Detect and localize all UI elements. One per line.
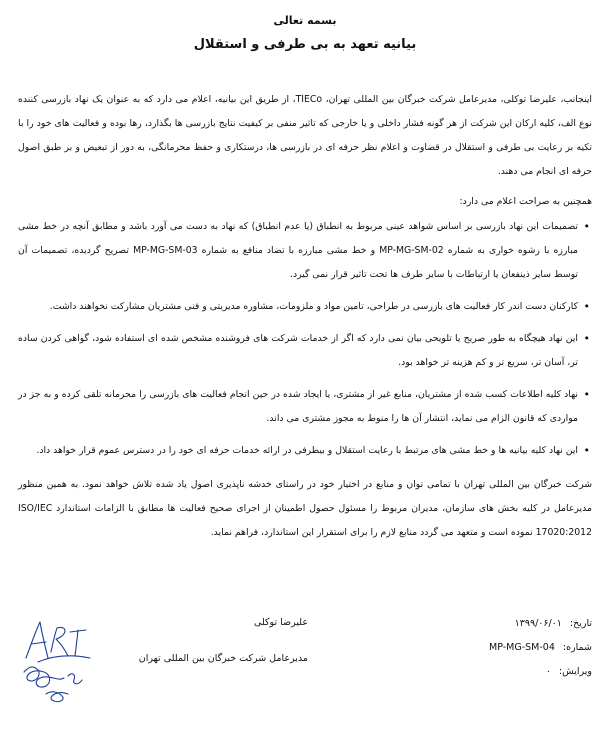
signer-block — [108, 612, 308, 664]
date-label: تاریخ: — [569, 618, 592, 629]
revision-row — [422, 660, 592, 684]
page-title: بیانیه تعهد به بی طرفی و استقلال — [193, 37, 417, 52]
revision-label: ویرایش: — [558, 666, 592, 677]
handwritten-signature — [18, 612, 108, 707]
date-row — [422, 612, 592, 636]
closing-paragraph: شرکت خبرگان بین المللی تهران با تمامی توان و منابع در اختیار خود در راستای خدشه ناپذیری اصول یاد شده تلاش خواهد نمود. به همین منظور مدیرعامل در کلیه بخش های سازمان، مدیران مربوط را مسئول حصول اطمینان از اجرای صحیح فعالیت ها مطابق با الزامات استاندارد ISO/IEC 17020:2012 نموده است و متعهد می گردد منابع لازم را برای استقرار این استاندارد، فراهم نماید. — [18, 479, 592, 539]
document-footer — [18, 612, 592, 730]
signer-role: مدیرعامل شرکت خبرگان بین المللی تهران — [138, 653, 308, 664]
commitment-item: • تصمیمات این نهاد بازرسی بر اساس شواهد عینی مربوط به انطباق (یا عدم انطباق) که نهاد به دست می آورد باشد و مطابق آنچه در خط مشی مبارزه با رشوه خواری به شماره MP-MG-SM-02 و خط مشی مبارزه با تضاد منافع به شماره MP-MG-SM-03 تصریح گردیده، تصمیمات آن توسط سایر ذینفعان یا ارتباطات با سایر طرف ها تحت تاثیر قرار نمی گیرد. — [18, 215, 578, 287]
revision-value: ۰ — [545, 666, 551, 677]
commitments-list — [18, 215, 592, 463]
number-row — [422, 636, 592, 660]
number-value: MP-MG-SM-04 — [489, 642, 555, 653]
document-meta — [422, 612, 592, 684]
lead-sentence: همچنین به صراحت اعلام می دارد: — [459, 196, 592, 208]
commitment-item: • این نهاد هیچگاه به طور صریح یا تلویحی بیان نمی دارد که اگر از خدمات شرکت های فروشنده مشخص شده ای استفاده شود، گواهی کردن ساده تر، آسان تر، سریع تر و کم هزینه تر خواهد بود. — [18, 327, 578, 375]
commitment-item: • این نهاد کلیه بیانیه ها و خط مشی های مرتبط با رعایت استقلال و بیطرفی در ارائه خدمات حرفه ای خود را در دسترس عموم قرار خواهد داد. — [18, 439, 578, 463]
basmala: بسمه تعالی — [273, 14, 337, 27]
number-label: شماره: — [562, 642, 592, 653]
commitment-item: • نهاد کلیه اطلاعات کسب شده از مشتریان، منابع غیر از مشتری، یا ایجاد شده در حین انجام فعالیت های بازرسی را محرمانه تلقی کرده و به جز در مواردی که قانون الزام می نماید، انتشار آن ها را منوط به مجوز مشتری می داند. — [18, 383, 578, 431]
intro-paragraph: اینجانب، علیرضا توکلی، مدیرعامل شرکت خبرگان بین المللی تهران، TIECo، از طریق این بیانیه، اعلام می دارد که به عنوان یک نهاد بازرسی کننده نوع الف، کلیه ارکان این شرکت از هر گونه فشار داخلی و یا خارجی که تاثیر منفی بر کیفیت نتایج بازرسی ها بگذارد، رها بوده و فعالیت های خود را با تکیه بر رعایت بی طرفی و استقلال در قضاوت و اعلام نظر حرفه ای در بازرسی ها، درستکاری و حفظ محرمانگی، به دور از تبعیض و بر طبق اصول حرفه ای انجام می دهند. — [18, 94, 592, 177]
date-value: ۱۳۹۹/۰۶/۰۱ — [514, 618, 562, 629]
signer-name: علیرضا توکلی — [253, 617, 308, 628]
commitment-item: • کارکنان دست اندر کار فعالیت های بازرسی در طراحی، تامین مواد و ملزومات، مشاوره مدیریتی و فنی مشتریان مشارکت نخواهند داشت. — [18, 295, 578, 319]
